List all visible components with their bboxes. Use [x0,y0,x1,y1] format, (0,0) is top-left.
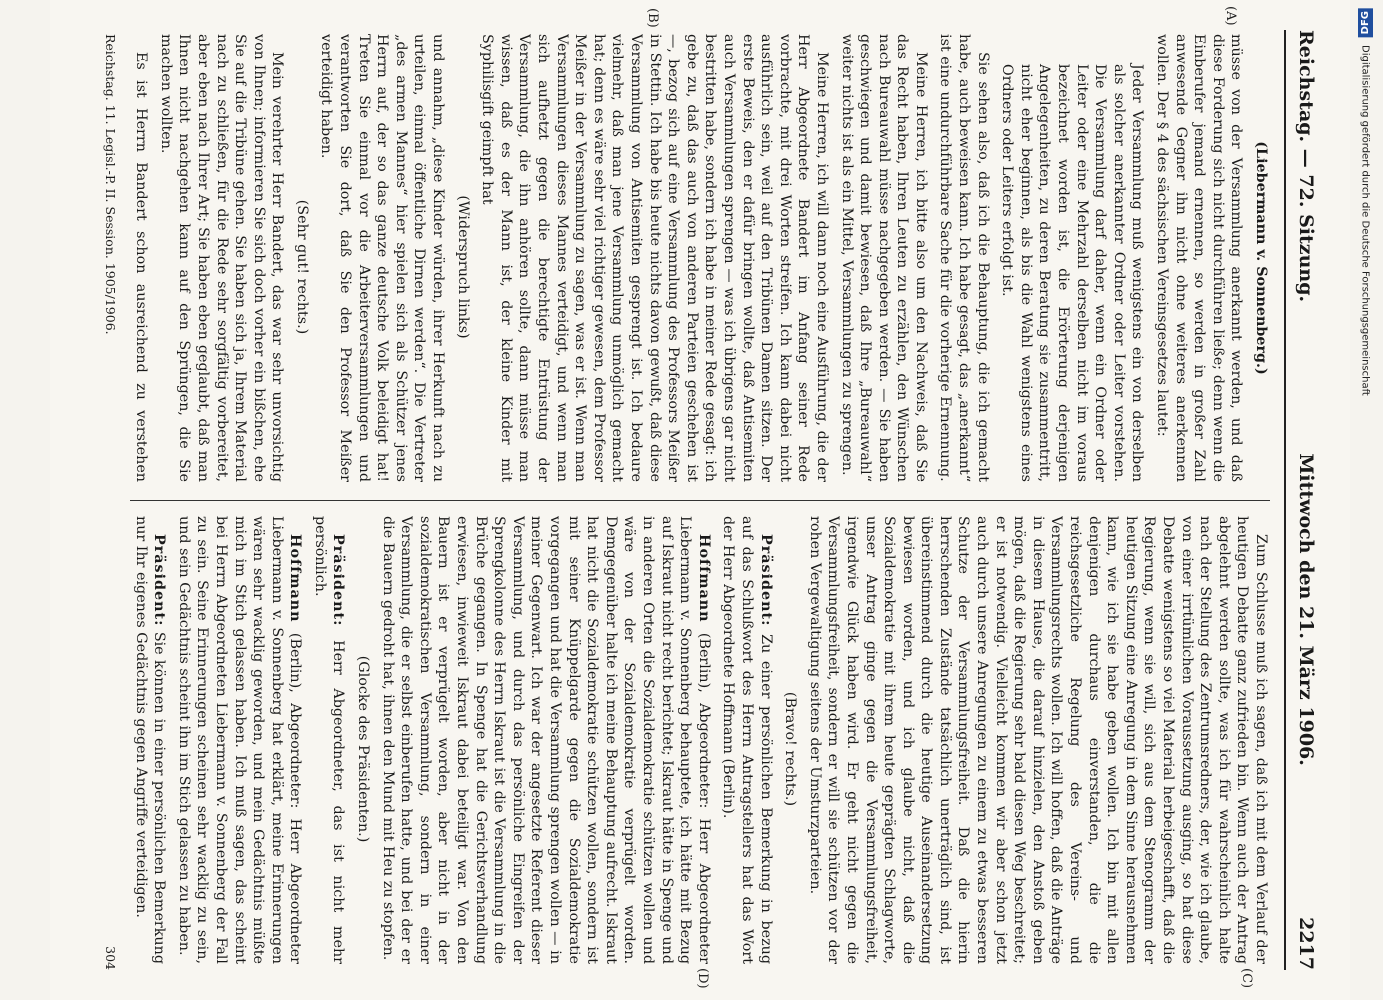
footer-signature: 304 [103,946,118,970]
paragraph: Mein verehrter Herr Bandert, das war sehr unvorsichtig von Ihnen; informieren Sie sich doch vorher ein bißchen, ehe Sie auf die Tribüne gehen. Sie haben sich ja, Ihrem Material nach zu schließen, für die Rede sehr sorgfältig vorbereitet, aber eben nach Ihrer Art; Sie haben eben geglaubt, daß man Ihnen nicht nachgehen kann auf den Sprüngen, die Sie machen wollten. [157,34,286,482]
paragraph: und annahm, „diese Kinder würden, ihrer Herkunft nach zu urteilen, einmal öffentliche Dirnen werden“. Die Vertreter „des armen Mannes“ hier spielen sich als Schützer jenes Herrn auf, der so das ganze deutsche Volk beleidigt hat! Treten Sie einmal vor die Arbeiterversammlungen und verantworten Sie dort, daß Sie den Professor Meißer verteidigt haben. [318,34,447,482]
speaker-name: Präsident: [151,534,168,627]
margin-marker-a: (A) [1223,6,1238,26]
paragraph: müsse von der Versammlung anerkannt werden, und daß diese Forderung sich nicht durchführen ließe; denn wenn die Einberufer jemand ernennen, so werden in großer Zahl anwesende Gegner ihn nicht ohne weiteres anerkennen wollen. Der § 4 des sächsischen Vereinsgesetzes lautet: [1154,34,1245,482]
paragraph: Es ist Herrn Bandert schon ausreichend zu verstehen [133,52,150,482]
margin-marker-b: (B) [645,8,660,28]
dfg-logo: DFG [1358,8,1373,37]
left-column [130,34,1270,482]
interjection: (Bravo! rechts.) [782,691,799,807]
speech-president [719,516,775,964]
speech-text: Zu einer persönlichen Bemerkung in bezug auf das Schlußwort des Herrn Antragstellers hat das Wort der Herr Abgeordnete Hoffmann (Berlin). [720,516,774,964]
header-date: Mittwoch den 21. März 1906. [1295,453,1317,766]
interjection: (Glocke des Präsidenten.) [355,655,372,843]
document-page [50,0,1350,1000]
paragraph: Zum Schlusse muß ich sagen, daß ich mit dem Verlauf der heutigen Debatte ganz zufrieden bin. Wenn auch der Antrag abgelehnt werden sollte, was ich für wahrscheinlich halte nach der Stellung des Zentrumsredners, der, wie ich glaube, von einer irrtümlichen Voraussetzung ausging, so hat diese Debatte wenigstens so viel Material herbeigeschafft, daß die Regierung, wenn sie will, sich aus dem Stenogramm der heutigen Sitzung eine Anregung in dem Sinne herausnehmen kann, wie ich sie habe geben wollen. Ich bin mit allen denjenigen durchaus einverstanden, die die reichsgesetzliche Regelung des Vereins- und Versammlungsrechts wollen. Ich will hoffen, daß die Anträge in diesem Hause, die darauf hinzielen, den Anstoß geben mögen, daß die Regierung sehr bald diesen Weg beschreitet; er ist notwendig. Vielleicht kommen wir aber schon jetzt auch durch unsere Anregungen zu einem zu etwas besseren Schutze der Versammlungsfreiheit. Daß die hierin herrschenden Zustände tatsächlich unerträglich sind, ist übereinstimmend durch die heutige Auseinandersetzung bewiesen worden, und ich glaube nicht, daß die Sozialdemokratie mit ihrem heute geprägten Schlagworte, unser Antrag ginge gegen die Versammlungsfreiheit, irgendwie Glück haben wird. Er geht nicht gegen die Versammlungsfreiheit, sondern er will sie schützen vor der rohen Vergewaltigung seitens der Umsturzparteien. [806,516,1269,964]
paragraph: Meine Herren, ich will dann noch eine Ausführung, die der Herr Abgeordnete Bandert im Anfang seiner Rede vorbrachte, mit drei Worten streifen. Ich kann dabei nicht ausführlich sein, weil auf den Tribünen Damen sitzen. Der erste Beweis, den er dafür bringen wollte, daß Antisemiten auch Versammlungen sprengen — was ich übrigens gar nicht bestritten habe, sondern ich habe in meiner Rede gesagt: ich gebe zu, daß das auch von anderen Parteien geschehen ist —, bezog sich auf eine Versammlung des Professors Meißer in Stettin. Ich habe bis heute nichts davon gewußt, daß diese Versammlung von Antisemiten gesprengt ist. Ich bedaure vielmehr, daß man jene Versammlung unmöglich gemacht hat; denn es wäre sehr viel richtiger gewesen, dem Professor Meißer in der Versammlung zu sagen, was er ist. Wenn man Versammlungen dieses Mannes verteidigt, und wenn man sich aufhetzt gegen die berechtigte Entrüstung der Versammlung, die ihn anhören sollte, dann müsse man wissen, daß es der Mann ist, der kleine Kinder mit Syphilisgift geimpft hat [479,34,830,482]
margin-marker-d: (D) [695,968,710,989]
speech-text: (Berlin), Abgeordneter: Herr Abgeordneter Liebermann v. Sonnenberg behauptete, ich hätte mit Bezug auf Iskraut nicht recht berichtet; Iskraut hätte in Spenge und in anderen Orten die Sozialdemokratie schützen wollen und wäre von der Sozialdemokratie verprügelt worden. Demgegenüber halte ich meine Behauptung aufrecht. Iskraut hat nicht die Sozialdemokratie schützen wollen, sondern ist mit seiner Knüppelgarde gegen die Sozialdemokratie vorgegangen und hat die Versammlung sprengen wollen — in meiner Gegenwart. Ich war der angesetzte Referent dieser Versammlung, und durch das persönliche Eingreifen der Sprengkolonne des Herrn Iskraut ist die Versammlung in die Brüche gegangen. In Spenge hat die Gerichtsverhandlung erwiesen, inwieweit Iskraut dabei beteiligt war. Von den Bauern ist er verprügelt worden, aber nicht in der sozialdemokratischen Versammlung, sondern in einer Versammlung, die er selbst einberufen hatte, und bei der er die Bauern gedroht hat, ihnen den Mund mit Heu zu stopfen. [379,516,712,964]
interjection: (Widerspruch links) [454,195,471,339]
speech-president [310,516,347,964]
digitization-sidebar [1347,0,1383,1000]
speech-text: Sie können in einer persönlichen Bemerkung nur Ihr eigenes Gedächtnis gegen Angriffe verteidigen. [132,516,168,964]
right-column [130,516,1270,964]
speech-text: (Berlin), Abgeordneter: Herr Abgeordneter Liebermann v. Sonnenberg hat erklärt, meine Erinnerungen wären sehr wacklig geworden, und mein Gedächtnis müßte mich im Stich gelassen haben. Ich muß sagen, das scheint bei Herrn Abgeordneten Liebermann v. Sonnenberg der Fall zu sein. Seine Erinnerungen scheinen sehr wacklig zu sein, und sein Gedächtnis scheint ihn im Stich gelassen zu haben. [175,516,304,964]
speech-hoffmann [174,516,304,964]
margin-marker-c: (C) [1239,968,1254,989]
page-number: 2217 [1295,917,1317,970]
speaker-name: Hoffmann [695,534,712,623]
page-header [1284,30,1326,970]
quoted-law-text: Jeder Versammlung muß wenigstens ein von derselben als solcher anerkannter Ordner oder Leiter vorstehen. Die Versammlung darf daher, wenn ein Ordner oder Leiter oder eine Mehrzahl derselben nicht im voraus bezeichnet worden ist, die Erörterung derjenigen Angelegenheiten, zu deren Beratung sie zusammentritt, nicht eher beginnen, als bis die Wahl wenigstens eines Ordners oder Leiters erfolgt ist. [999,64,1146,482]
speaker-reference: (Liebermann v. Sonnenberg.) [1253,141,1269,375]
footer-session: Reichstag. 11. Legisl.-P. II. Session. 1905/1906. [103,34,118,335]
speaker-name: Präsident: [757,534,774,627]
speaker-name: Hoffmann [287,534,304,623]
column-divider [130,500,1270,501]
paragraph: Sie sehen also, daß ich die Behauptung, die ich gemacht habe, auch beweisen kann. Ich habe gesagt, das „anerkannt“ ist eine undurchführbare Sache für die vorherige Ernennung. [937,34,991,482]
speech-hoffmann [378,516,713,964]
speaker-name: Präsident: [330,534,347,627]
digitization-credit: Digitalisierung gefördert durch die Deutsche Forschungsgemeinschaft [1359,45,1371,397]
page-footer [103,34,118,970]
interjection: (Sehr gut! rechts.) [293,199,310,335]
paragraph: Meine Herren, ich bitte also um den Nachweis, daß Sie das Recht haben, Ihren Leuten zu erzählen, den Wünschen nach Bureauwahl müsse nachgegeben werden. — Sie haben geschwiegen und damit bewiesen, daß Ihre „Bureauwahl“ weiter nichts ist als ein Mittel, Versammlungen zu sprengen. [838,34,929,482]
speech-president [131,516,168,964]
header-title: Reichstag. — 72. Sitzung. [1295,30,1317,303]
speech-text: Herr Abgeordneter, das ist nicht mehr persönlich. [311,516,347,964]
